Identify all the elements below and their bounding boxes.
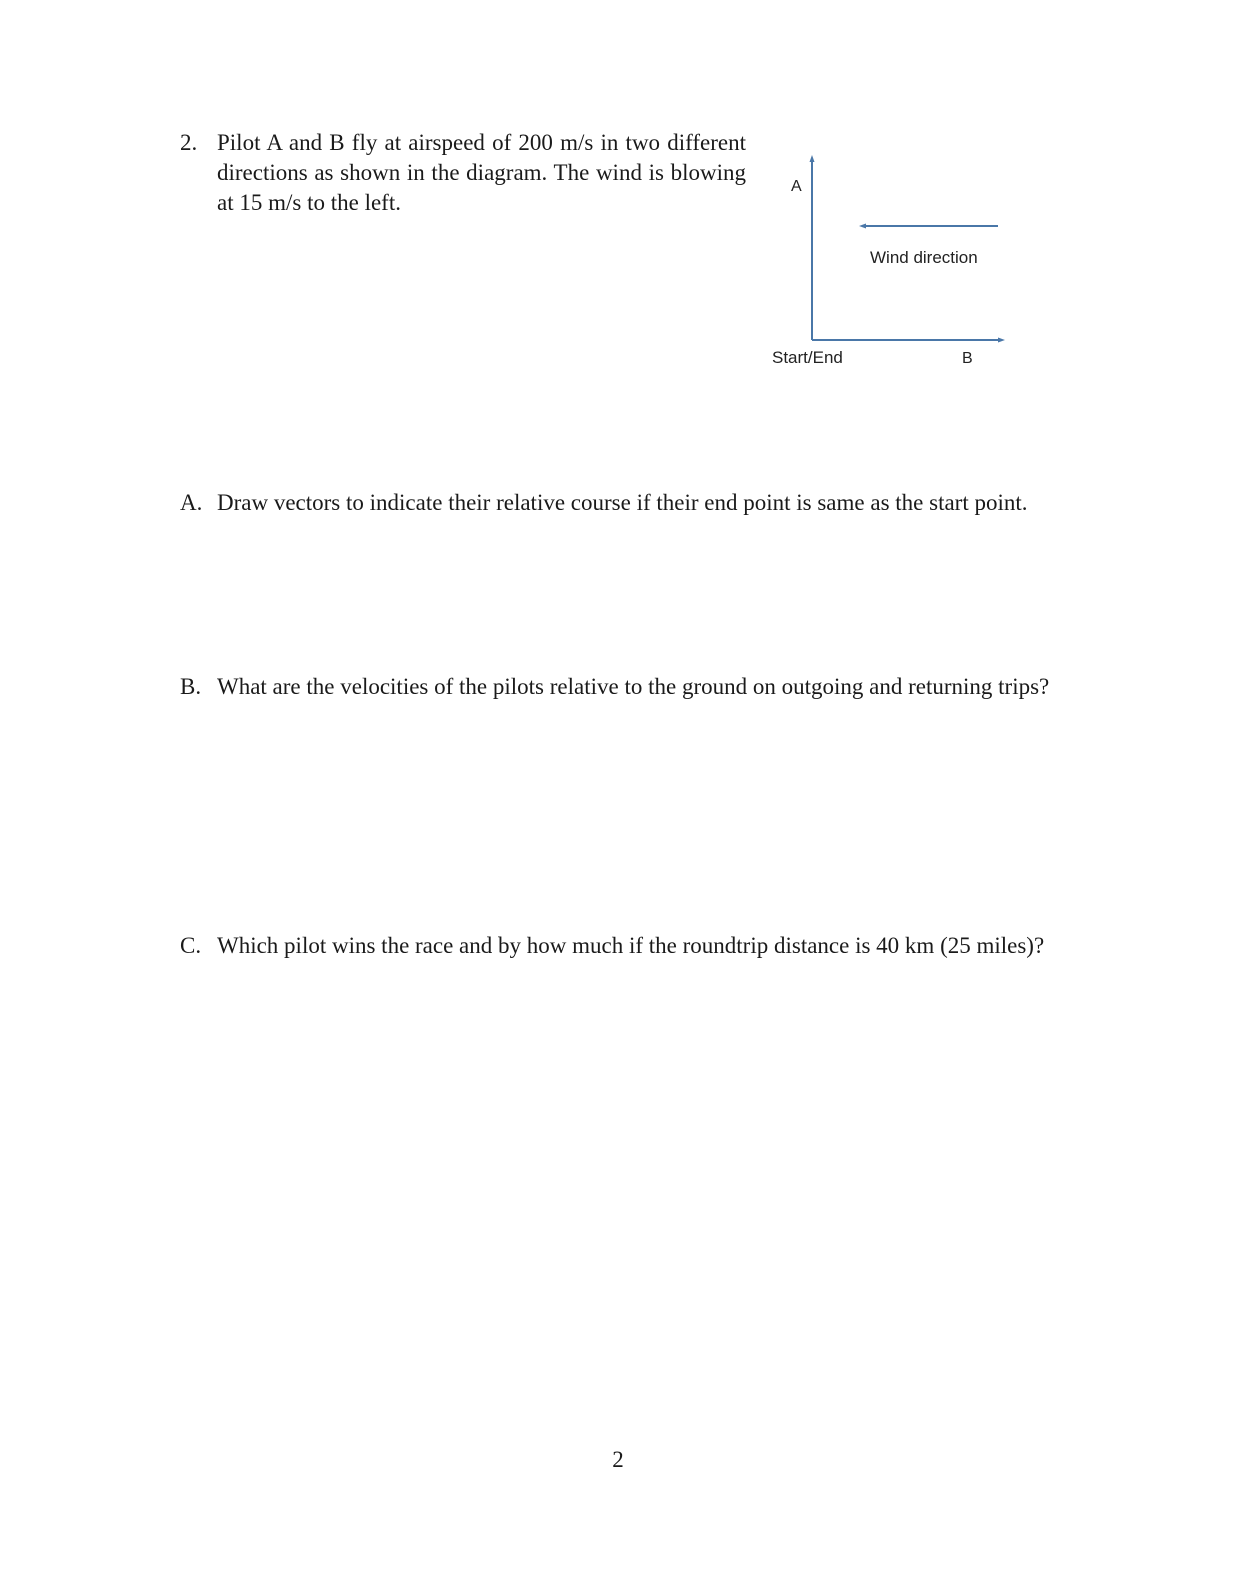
part-b bbox=[180, 672, 1050, 702]
vector-diagram bbox=[760, 150, 1020, 380]
part-a-text: Draw vectors to indicate their relative course if their end point is same as the start point. bbox=[217, 490, 1028, 515]
page-number: 2 bbox=[612, 1447, 624, 1472]
part-a-label: A. bbox=[180, 490, 203, 515]
part-c-label: C. bbox=[180, 933, 202, 958]
wind-arrowhead bbox=[859, 224, 866, 229]
question-number: 2. bbox=[180, 130, 198, 155]
label-wind-direction: Wind direction bbox=[870, 248, 978, 267]
part-c-text: Which pilot wins the race and by how much if the roundtrip distance is 40 km (25 miles)? bbox=[217, 933, 1045, 958]
part-b-text: What are the velocities of the pilots relative to the ground on outgoing and returning trips? bbox=[217, 674, 1050, 699]
question-2 bbox=[180, 128, 746, 218]
part-a bbox=[180, 488, 1140, 518]
label-start-end: Start/End bbox=[772, 348, 843, 367]
pilot-a-arrowhead bbox=[810, 155, 815, 162]
question-text: Pilot A and B fly at airspeed of 200 m/s in two different directions as shown in the diagram. The wind is blowing at 15 m/s to the left. bbox=[217, 130, 746, 215]
part-b-label: B. bbox=[180, 674, 202, 699]
label-a: A bbox=[791, 178, 802, 195]
pilot-b-arrowhead bbox=[998, 338, 1005, 343]
label-b: B bbox=[962, 350, 973, 367]
part-c bbox=[180, 931, 1140, 961]
